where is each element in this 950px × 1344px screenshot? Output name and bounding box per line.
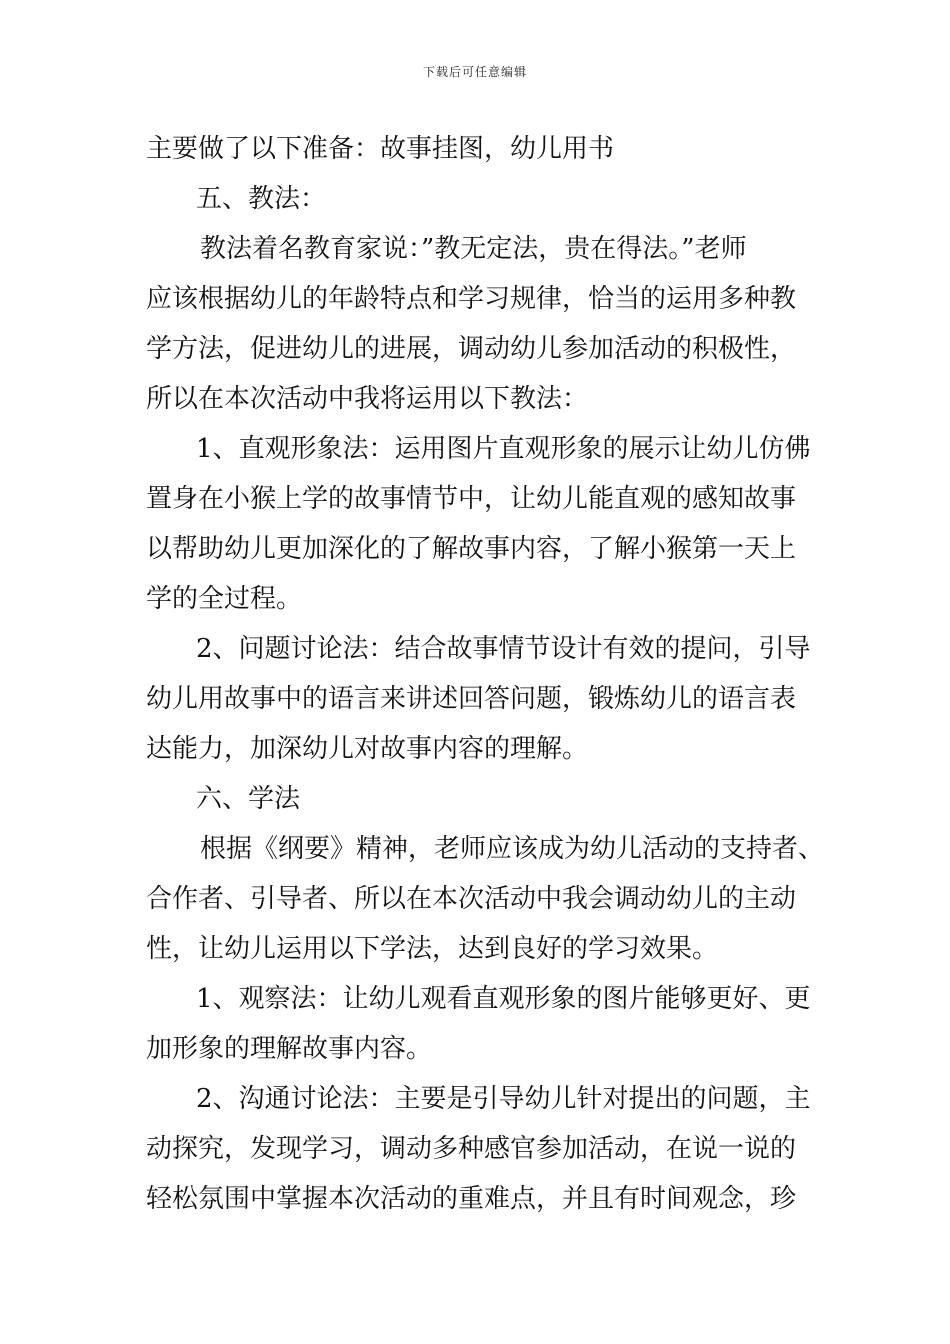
paragraph-line: 根据《纲要》精神，老师应该成为幼儿活动的支持者、 (200, 834, 825, 864)
paragraph-line: 轻松氛围中掌握本次活动的重难点，并且有时间观念，珍 (146, 1184, 797, 1214)
paragraph-line: 教法着名教育家说：”教无定法，贵在得法。”老师 (200, 234, 747, 264)
page-header: 下载后可任意编辑 (422, 65, 527, 79)
paragraph-line: 学方法，促进幼儿的进展，调动幼儿参加活动的积极性， (146, 334, 797, 364)
paragraph-line: 学的全过程。 (146, 584, 303, 614)
paragraph-line: 1、观察法：让幼儿观看直观形象的图片能够更好、更 (196, 984, 811, 1014)
paragraph-line: 以帮助幼儿更加深化的了解故事内容，了解小猴第一天上 (146, 534, 797, 564)
text-line: 主要做了以下准备：故事挂图，幼儿用书 (146, 134, 615, 164)
paragraph-line: 所以在本次活动中我将运用以下教法： (146, 384, 589, 414)
paragraph-line: 动探究，发现学习，调动多种感官参加活动，在说一说的 (146, 1134, 797, 1164)
paragraph-line: 幼儿用故事中的语言来讲述回答问题，锻炼幼儿的语言表 (146, 684, 797, 714)
paragraph-line: 加形象的理解故事内容。 (146, 1034, 433, 1064)
paragraph-line: 合作者、引导者、所以在本次活动中我会调动幼儿的主动 (146, 884, 797, 914)
paragraph-line: 2、沟通讨论法：主要是引导幼儿针对提出的问题，主 (196, 1084, 811, 1114)
paragraph-line: 应该根据幼儿的年龄特点和学习规律，恰当的运用多种教 (146, 284, 797, 314)
paragraph-line: 2、问题讨论法：结合故事情节设计有效的提问，引导 (196, 634, 811, 664)
section-heading-learning-method: 六、学法 (196, 784, 301, 814)
paragraph-line: 置身在小猴上学的故事情节中，让幼儿能直观的感知故事 (146, 484, 797, 514)
paragraph-line: 达能力，加深幼儿对故事内容的理解。 (146, 734, 589, 764)
paragraph-line: 1、直观形象法：运用图片直观形象的展示让幼儿仿佛 (196, 434, 811, 464)
section-heading-teaching-method: 五、教法： (196, 184, 327, 214)
paragraph-line: 性，让幼儿运用以下学法，达到良好的学习效果。 (146, 934, 719, 964)
